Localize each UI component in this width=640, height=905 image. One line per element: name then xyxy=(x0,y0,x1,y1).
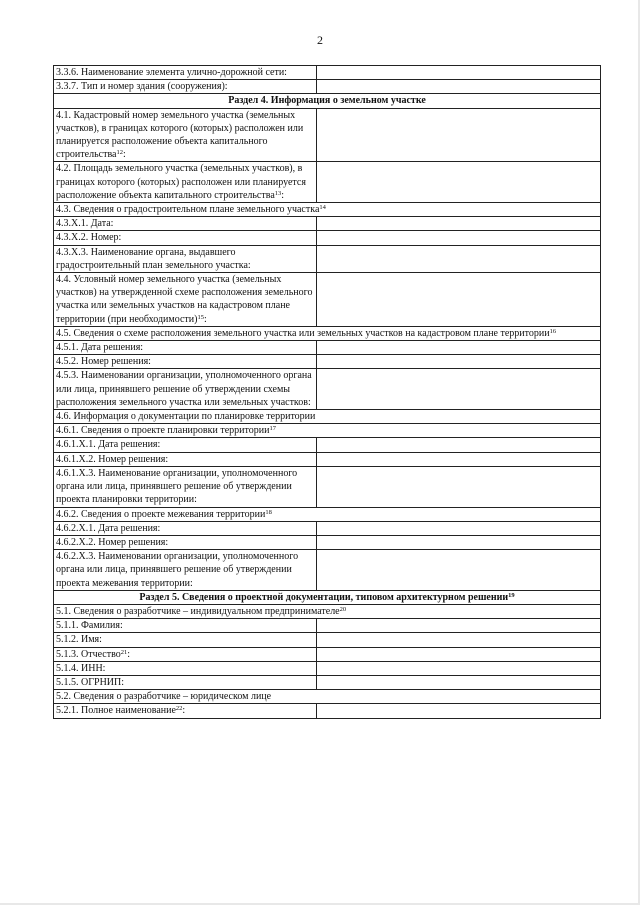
field-label xyxy=(54,355,317,369)
field-label xyxy=(54,217,317,231)
field-label xyxy=(54,80,317,94)
label-text: 5.1.5. ОГРНИП: xyxy=(56,676,125,688)
label-text: 4.4. Условный номер земельного участка (земельных участков) на утвержденной схеме расположения земельного участка или земельных участков на кадастровом плане территории (при необходимости) xyxy=(56,274,313,325)
field-label xyxy=(54,675,317,689)
label-text: 5.1. Сведения о разработчике – индивидуальном предпринимателе xyxy=(56,605,340,617)
field-value[interactable] xyxy=(317,217,601,231)
footnote-ref: 12 xyxy=(116,149,123,157)
form-row xyxy=(54,507,601,521)
label-text: 4.3.Х.1. Дата: xyxy=(56,218,114,230)
field-label xyxy=(54,619,317,633)
field-value[interactable] xyxy=(317,162,601,203)
section-title xyxy=(54,94,601,108)
label-text: 5.2. Сведения о разработчике – юридическом лице xyxy=(56,691,272,703)
label-text: 4.3. Сведения о градостроительном плане земельного участка xyxy=(56,204,320,216)
section-header-row xyxy=(54,94,601,108)
label-suffix: : xyxy=(122,149,126,161)
label-text: 4.6.1. Сведения о проекте планировки территории xyxy=(56,425,270,437)
form-row xyxy=(54,704,601,718)
form-row xyxy=(54,452,601,466)
section-header-row xyxy=(54,590,601,604)
form-row xyxy=(54,647,601,661)
form-row xyxy=(54,66,601,80)
field-value[interactable] xyxy=(317,273,601,327)
label-text: 5.1.1. Фамилия: xyxy=(56,620,123,632)
footnote-ref: 17 xyxy=(269,425,276,433)
field-value[interactable] xyxy=(317,369,601,410)
label-text: 4.6.1.Х.3. Наименование организации, уполномоченного органа или лица, принявшего решение об утверждении проекта планировки территории: xyxy=(56,467,298,506)
field-label xyxy=(54,521,317,535)
label-suffix: : xyxy=(203,313,207,325)
form-row xyxy=(54,203,601,217)
label-text: 4.3.Х.3. Наименование органа, выдавшего градостроительный план земельного участка: xyxy=(56,246,251,271)
field-label xyxy=(54,245,317,272)
field-value[interactable] xyxy=(317,438,601,452)
label-text: 5.1.2. Имя: xyxy=(56,634,102,646)
label-text: 5.2.1. Полное наименование xyxy=(56,705,176,717)
label-text: 4.6.2.Х.3. Наименовании организации, уполномоченного органа или лица, принявшего решение об утверждении проекта межевания территории: xyxy=(56,551,299,589)
label-text: Раздел 5. Сведения о проектной документации, типовом архитектурном решении xyxy=(139,591,509,603)
field-label xyxy=(54,438,317,452)
field-value[interactable] xyxy=(317,452,601,466)
label-text: 4.1. Кадастровый номер земельного участка (земельных участков), в границах которого (которых) расположен или планируется расположение объекта капитального строительства xyxy=(56,109,304,161)
subsection-title xyxy=(54,690,601,704)
form-row xyxy=(54,217,601,231)
footnote-ref: 22 xyxy=(175,705,183,713)
label-text: 4.2. Площадь земельного участка (земельных участков), в границах которого (которых) расположен или планируется расположение объекта капитального строительства xyxy=(56,163,306,201)
field-value[interactable] xyxy=(317,245,601,272)
label-text: Раздел 4. Информация о земельном участке xyxy=(228,95,426,107)
label-text: 4.5. Сведения о схеме расположения земельного участка или земельных участков на кадастровом плане территории xyxy=(56,327,550,339)
form-row xyxy=(54,108,601,162)
form-row xyxy=(54,424,601,438)
subsection-title xyxy=(54,604,601,618)
form-row xyxy=(54,604,601,618)
form-row xyxy=(54,438,601,452)
subsection-title xyxy=(54,203,601,217)
form-row xyxy=(54,231,601,245)
field-label xyxy=(54,633,317,647)
field-value[interactable] xyxy=(317,66,601,80)
label-text: 5.1.4. ИНН: xyxy=(56,662,106,674)
field-label xyxy=(54,162,317,203)
footnote-ref: 21 xyxy=(120,648,128,656)
label-text: 4.5.1. Дата решения: xyxy=(56,342,144,354)
form-row xyxy=(54,550,601,591)
label-text: 4.3.Х.2. Номер: xyxy=(56,232,122,244)
label-text: 4.5.2. Номер решения: xyxy=(56,356,151,368)
field-value[interactable] xyxy=(317,108,601,162)
label-text: 4.6.2.Х.2. Номер решения: xyxy=(56,536,169,548)
form-table xyxy=(53,65,601,719)
field-label xyxy=(54,273,317,327)
footnote-ref: 20 xyxy=(339,605,347,613)
field-label xyxy=(54,66,317,80)
field-label xyxy=(54,550,317,591)
field-value[interactable] xyxy=(317,355,601,369)
label-text: 4.6.1.Х.1. Дата решения: xyxy=(56,439,161,451)
field-value[interactable] xyxy=(317,550,601,591)
field-value[interactable] xyxy=(317,661,601,675)
field-label xyxy=(54,341,317,355)
footnote-ref: 19 xyxy=(508,591,515,599)
field-label xyxy=(54,452,317,466)
form-row xyxy=(54,326,601,340)
form-row xyxy=(54,80,601,94)
field-value[interactable] xyxy=(317,633,601,647)
field-value[interactable] xyxy=(317,647,601,661)
field-value[interactable] xyxy=(317,466,601,507)
form-row xyxy=(54,675,601,689)
form-row xyxy=(54,355,601,369)
section-title xyxy=(54,590,601,604)
label-text: 4.6.2.Х.1. Дата решения: xyxy=(56,522,161,534)
footnote-ref: 13 xyxy=(274,189,282,197)
field-label xyxy=(54,661,317,675)
form-row xyxy=(54,521,601,535)
subsection-title xyxy=(54,507,601,521)
subsection-title xyxy=(54,424,601,438)
field-value[interactable] xyxy=(317,231,601,245)
label-suffix: : xyxy=(127,648,131,660)
form-row xyxy=(54,162,601,203)
field-label xyxy=(54,108,317,162)
label-suffix: : xyxy=(182,705,186,717)
form-row xyxy=(54,410,601,424)
subsection-title xyxy=(54,326,601,340)
label-text: 4.5.3. Наименовании организации, уполномоченного органа или лица, принявшего решение об утверждении схемы расположения земельного участка или земельных участков: xyxy=(56,370,312,408)
form-row xyxy=(54,535,601,549)
field-label xyxy=(54,231,317,245)
field-value[interactable] xyxy=(317,704,601,718)
field-label xyxy=(54,535,317,549)
subsection-title xyxy=(54,410,601,424)
label-suffix: : xyxy=(281,189,285,201)
form-row xyxy=(54,690,601,704)
field-value[interactable] xyxy=(317,521,601,535)
field-value[interactable] xyxy=(317,675,601,689)
field-value[interactable] xyxy=(317,535,601,549)
field-value[interactable] xyxy=(317,619,601,633)
field-value[interactable] xyxy=(317,80,601,94)
field-label xyxy=(54,647,317,661)
form-row xyxy=(54,341,601,355)
footnote-ref: 15 xyxy=(197,313,204,321)
label-text: 5.1.3. Отчество xyxy=(56,648,121,660)
form-row xyxy=(54,369,601,410)
form-row xyxy=(54,633,601,647)
label-text: 4.6.1.Х.2. Номер решения: xyxy=(56,453,169,465)
form-row xyxy=(54,661,601,675)
form-row xyxy=(54,245,601,272)
footnote-ref: 16 xyxy=(549,327,557,335)
field-label xyxy=(54,369,317,410)
field-value[interactable] xyxy=(317,341,601,355)
field-label xyxy=(54,704,317,718)
form-row xyxy=(54,466,601,507)
field-label xyxy=(54,466,317,507)
form-row xyxy=(54,619,601,633)
label-text: 3.3.6. Наименование элемента улично-дорожной сети: xyxy=(56,67,287,78)
page-number: 2 xyxy=(317,33,323,47)
label-text: 3.3.7. Тип и номер здания (сооружения): xyxy=(56,81,228,93)
footnote-ref: 14 xyxy=(319,204,326,212)
label-text: 4.6. Информация о документации по планировке территории xyxy=(56,411,316,423)
form-row xyxy=(54,273,601,327)
footnote-ref: 18 xyxy=(265,508,272,516)
label-text: 4.6.2. Сведения о проекте межевания территории xyxy=(56,508,266,520)
